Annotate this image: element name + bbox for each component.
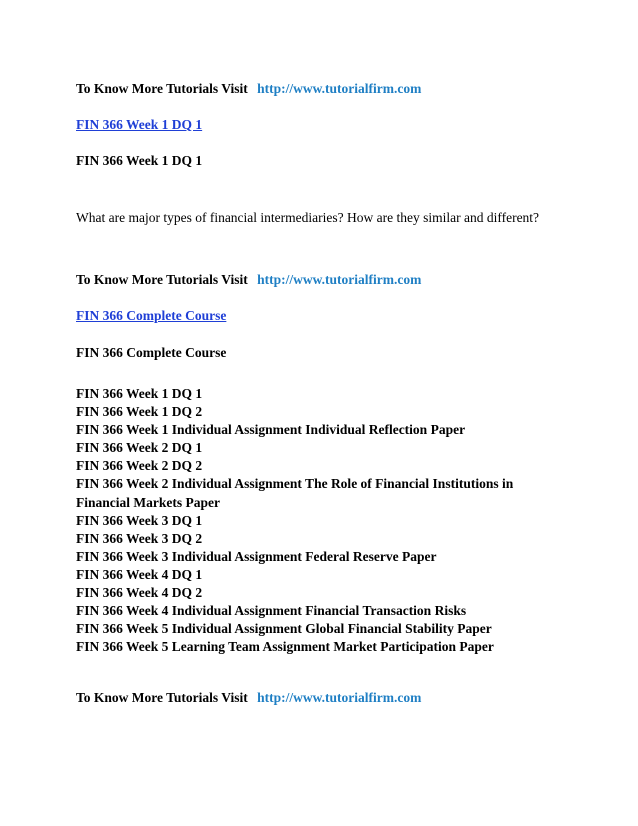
- promo-line-2: [76, 271, 421, 289]
- course-item: FIN 366 Week 1 DQ 1: [76, 386, 203, 401]
- dq-heading: FIN 366 Week 1 DQ 1: [76, 153, 203, 168]
- course-item: FIN 366 Week 2 DQ 1: [76, 440, 203, 456]
- course-item: FIN 366 Week 2 DQ 2: [76, 458, 203, 474]
- course-item: FIN 366 Week 4 DQ 1: [76, 566, 203, 582]
- promo-label: To Know More Tutorials Visit: [76, 81, 248, 96]
- course-item: Financial Markets Paper: [76, 494, 220, 510]
- course-item: FIN 366 Week 2 Individual Assignment The Role of Financial Institutions in: [76, 476, 514, 492]
- promo-label: To Know More Tutorials Visit: [76, 690, 248, 705]
- dq-title-link[interactable]: FIN 366 Week 1 DQ 1: [76, 117, 203, 132]
- promo-url-link[interactable]: http://www.tutorialfirm.com: [257, 81, 422, 96]
- promo-line-3: [76, 689, 421, 707]
- course-title-link[interactable]: FIN 366 Complete Course: [76, 308, 227, 323]
- course-item: FIN 366 Week 5 Individual Assignment Global Financial Stability Paper: [76, 621, 492, 637]
- promo-url-link[interactable]: http://www.tutorialfirm.com: [257, 272, 422, 287]
- promo-label: To Know More Tutorials Visit: [76, 272, 248, 287]
- course-heading: FIN 366 Complete Course: [76, 345, 227, 360]
- course-item-list: [76, 385, 566, 656]
- course-item: FIN 366 Week 3 Individual Assignment Federal Reserve Paper: [76, 548, 437, 564]
- dq-question-text: What are major types of financial intermediaries? How are they similar and different?: [76, 210, 540, 225]
- course-item: FIN 366 Week 3 DQ 2: [76, 530, 203, 546]
- course-item: FIN 366 Week 5 Learning Team Assignment Market Participation Paper: [76, 639, 494, 655]
- course-item: FIN 366 Week 4 Individual Assignment Financial Transaction Risks: [76, 603, 467, 619]
- promo-url-link[interactable]: http://www.tutorialfirm.com: [257, 690, 422, 705]
- promo-line-1: [76, 80, 421, 98]
- course-item: FIN 366 Week 1 Individual Assignment Individual Reflection Paper: [76, 422, 466, 438]
- course-item: FIN 366 Week 4 DQ 2: [76, 585, 203, 601]
- course-item: FIN 366 Week 3 DQ 1: [76, 512, 203, 528]
- course-item: FIN 366 Week 1 DQ 2: [76, 404, 203, 420]
